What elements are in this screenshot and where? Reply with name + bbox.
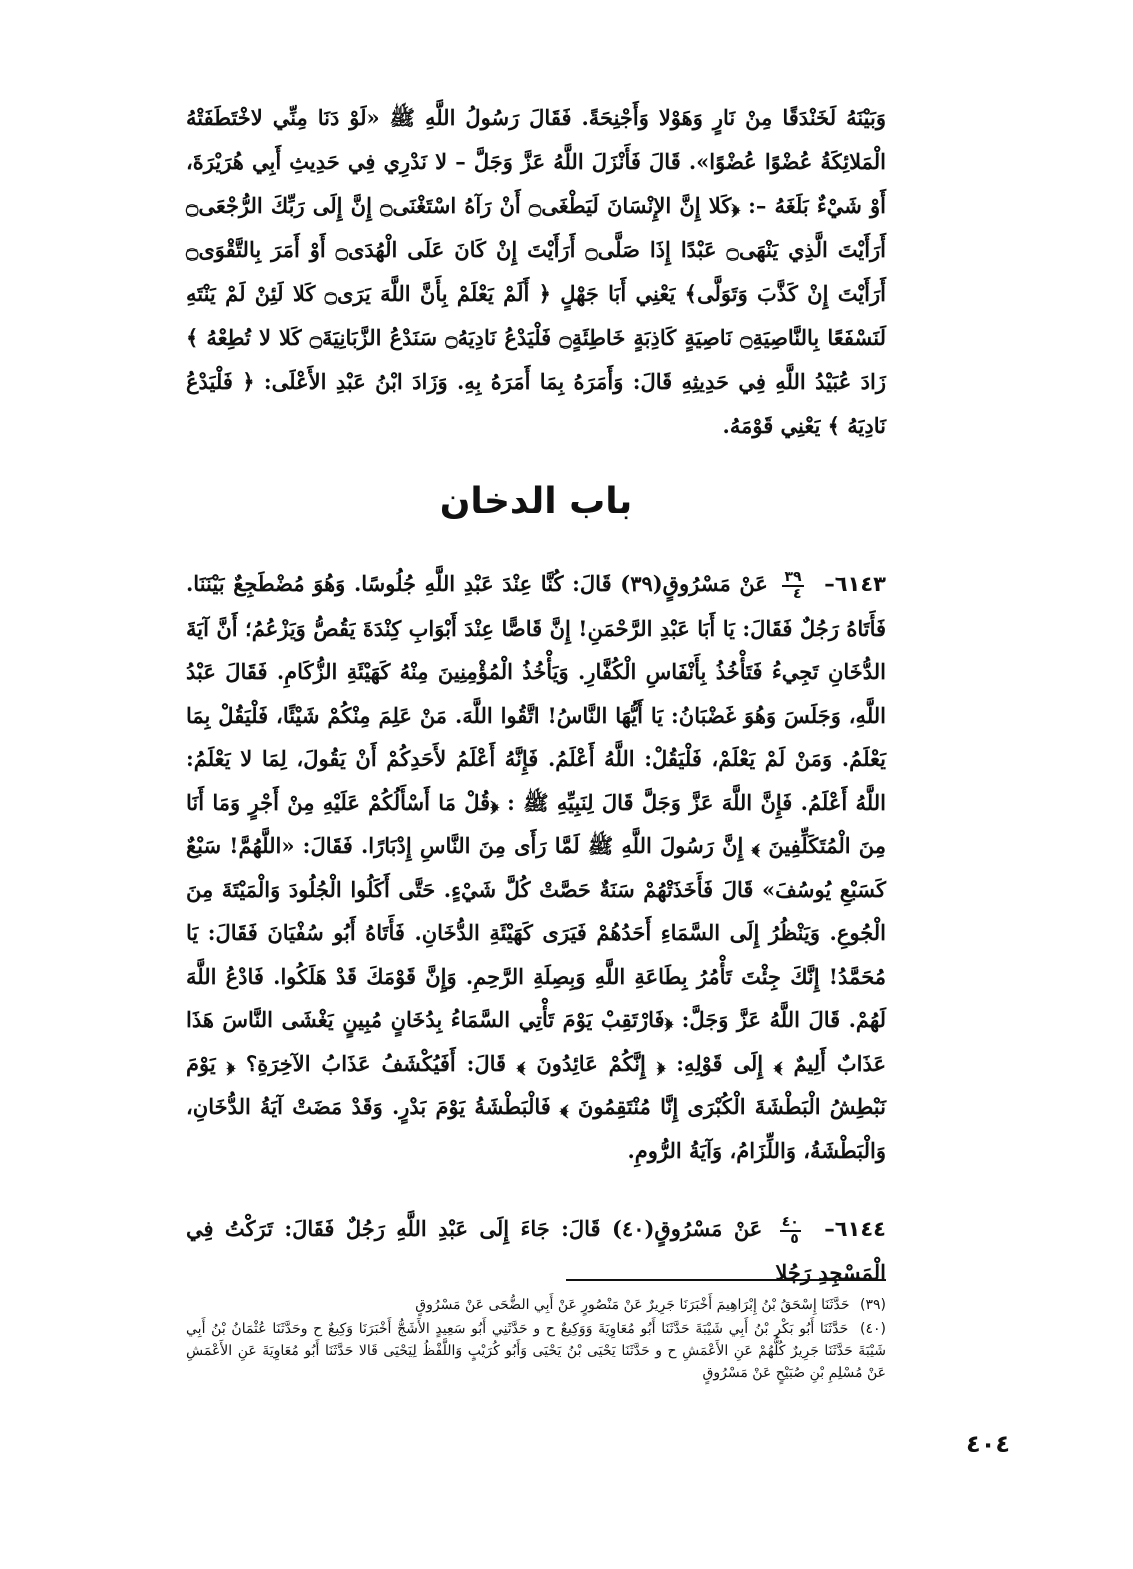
chapter-title: باب الدخان [439, 481, 633, 522]
hadith-text: عَنْ مَسْرُوقٍ(٣٩) قَالَ: كُنَّا عِنْدَ عَبْدِ اللَّهِ جُلُوسًا. وَهُوَ مُضْطَجِعٌ بَيْنَنَا. فَأَتَاهُ رَجُلٌ فَقَالَ: يَا أَبَا عَبْدِ الرَّحْمَنِ! إِنَّ قَاصًّا عِنْدَ أَبْوَابِ كِنْدَةَ يَقُصُّ وَيَزْعُمُ؛ أَنَّ آيَةَ الدُّخَانِ تَجِيءُ فَتَأْخُذُ بِأَنْفَاسِ الْكُفَّارِ. وَيَأْخُذُ الْمُؤْمِنِينَ مِنْهُ كَهَيْئَةِ الزُّكَامِ. فَقَالَ عَبْدُ اللَّهِ، وَجَلَسَ وَهُوَ غَضْبَانُ: يَا أَيُّهَا النَّاسُ! اتَّقُوا اللَّهَ. مَنْ عَلِمَ مِنْكُمْ شَيْئًا، فَلْيَقُلْ بِمَا يَعْلَمُ. وَمَنْ لَمْ يَعْلَمْ، فَلْيَقُلْ: اللَّهُ أَعْلَمُ. فَإِنَّهُ أَعْلَمُ لأَحَدِكُمْ أَنْ يَقُولَ، لِمَا لا يَعْلَمُ: اللَّهُ أَعْلَمُ. فَإِنَّ اللَّهَ عَزَّ وَجَلَّ قَالَ لِنَبِيِّهِ ﷺ : ﴿قُلْ مَا أَسْأَلُكُمْ عَلَيْهِ مِنْ أَجْرٍ وَمَا أَنَا مِنَ الْمُتَكَلِّفِينَ ﴾ إِنَّ رَسُولَ اللَّهِ ﷺ لَمَّا رَأَى مِنَ النَّاسِ إِدْبَارًا. فَقَالَ: «اللَّهُمَّ! سَبْعٌ كَسَبْعِ يُوسُفَ» قَالَ فَأَخَذَتْهُمْ سَنَةٌ حَصَّتْ كُلَّ شَيْءٍ. حَتَّى أَكَلُوا الْجُلُودَ وَالْمَيْتَةَ مِنَ الْجُوعِ. وَيَنْظُرُ إِلَى السَّمَاءِ أَحَدُهُمْ فَيَرَى كَهَيْئَةِ الدُّخَانِ. فَأَتَاهُ أَبُو سُفْيَانَ فَقَالَ: يَا مُحَمَّدُ! إِنَّكَ جِئْتَ تَأْمُرُ بِطَاعَةِ اللَّهِ وَبِصِلَةِ الرَّحِمِ. وَإِنَّ قَوْمَكَ قَدْ هَلَكُوا. فَادْعُ اللَّهَ لَهُمْ. قَالَ اللَّهُ عَزَّ وَجَلَّ: ﴿فَارْتَقِبْ يَوْمَ تَأْتِي السَّمَاءُ بِدُخَانٍ مُبِينٍ يَغْشَى النَّاسَ هَذَا عَذَابٌ أَلِيمٌ ﴾ إِلَى قَوْلِهِ: ﴿ إِنَّكُمْ عَائِدُونَ ﴾ قَالَ: أَفَيُكْشَفُ عَذَابُ الآخِرَةِ؟ ﴿ يَوْمَ نَبْطِشُ الْبَطْشَةَ الْكُبْرَى إِنَّا مُنْتَقِمُونَ ﴾ فَالْبَطْشَةُ يَوْمَ بَدْرٍ. وَقَدْ مَضَتْ آيَةُ الدُّخَانِ، وَالْبَطْشَةُ، وَاللِّزَامُ، وَآيَةُ الرُّومِ. [186, 571, 886, 1163]
fraction-top: ٣٩ [784, 568, 802, 585]
hadith-6144 [186, 1207, 886, 1295]
footnote-40 [186, 1318, 886, 1384]
footnote-39 [186, 1294, 886, 1316]
page-number: ٤٠٤ [966, 1430, 1010, 1458]
footnote-number: (٣٩) [860, 1297, 886, 1313]
footnote-text: حَدَّثَنَا إِسْحَقُ بْنُ إِبْرَاهِيمَ أَخْبَرَنَا جَرِيرٌ عَنْ مَنْصُورٍ عَنْ أَبِي الضُّحَى عَنْ مَسْرُوقٍ [415, 1297, 850, 1313]
hadith-fraction [782, 570, 803, 602]
fraction-bottom: ٥ [790, 1230, 799, 1247]
footnote-divider [566, 1279, 886, 1281]
footnotes [186, 1294, 886, 1386]
intro-paragraph: وَبَيْنَهُ لَخَنْدَقًا مِنْ نَارٍ وَهَوْلا وَأَجْنِحَةً. فَقَالَ رَسُولُ اللَّهِ ﷺ «لَوْ دَنَا مِنِّي لاخْتَطَفَتْهُ الْمَلائِكَةُ عُضْوًا عُضْوًا». قَالَ فَأَنْزَلَ اللَّهُ عَزَّ وَجَلَّ – لا نَدْرِي فِي حَدِيثِ أَبِي هُرَيْرَةَ، أَوْ شَيْءٌ بَلَغَهُ –: ﴿كَلا إِنَّ الإِنْسَانَ لَيَطْغَى۝ أَنْ رَآهُ اسْتَغْنَى۝ إِنَّ إِلَى رَبِّكَ الرُّجْعَى۝ أَرَأَيْتَ الَّذِي يَنْهَى۝ عَبْدًا إِذَا صَلَّى۝ أَرَأَيْتَ إِنْ كَانَ عَلَى الْهُدَى۝ أَوْ أَمَرَ بِالتَّقْوَى۝ أَرَأَيْتَ إِنْ كَذَّبَ وَتَوَلَّى﴾ يَعْنِي أَبَا جَهْلٍ ﴿ أَلَمْ يَعْلَمْ بِأَنَّ اللَّهَ يَرَى۝ كَلا لَئِنْ لَمْ يَنْتَهِ لَنَسْفَعًا بِالنَّاصِيَةِ۝ نَاصِيَةٍ كَاذِبَةٍ خَاطِئَةٍ۝ فَلْيَدْعُ نَادِيَهُ۝ سَنَدْعُ الزَّبَانِيَةَ۝ كَلا لا تُطِعْهُ ﴾ زَادَ عُبَيْدُ اللَّهِ فِي حَدِيثِهِ قَالَ: وَأَمَرَهُ بِمَا أَمَرَهُ بِهِ. وَزَادَ ابْنُ عَبْدِ الأَعْلَى: ﴿ فَلْيَدْعُ نَادِيَهُ ﴾ يَعْنِي قَوْمَهُ. [186, 105, 887, 438]
hadith-fraction [780, 1215, 801, 1247]
footnote-text: حَدَّثَنَا أَبُو بَكْرِ بْنُ أَبِي شَيْبَةَ حَدَّثَنَا أَبُو مُعَاوِيَةَ وَوَكِيعٌ ح و حَدَّثَنِي أَبُو سَعِيدٍ الأَشَجُّ أَخْبَرَنَا وَكِيعٌ ح وحَدَّثَنَا عُثْمَانُ بْنُ أَبِي شَيْبَةَ حَدَّثَنَا جَرِيرٌ كُلُّهُمْ عَنِ الأَعْمَشِ ح و حَدَّثَنَا يَحْيَى بْنُ يَحْيَى وَأَبُو كُرَيْبٍ وَاللَّفْظُ لِيَحْيَى قَالا حَدَّثَنَا أَبُو مُعَاوِيَةَ عَنِ الأَعْمَشِ عَنْ مُسْلِمِ بْنِ صُبَيْحٍ عَنْ مَسْرُوقٍ [186, 1321, 886, 1381]
hadith-number: ٦١٤٣– [824, 572, 886, 596]
hadith-number: ٦١٤٤– [824, 1217, 886, 1241]
hadith-6143 [186, 562, 886, 1172]
fraction-bottom: ٤ [793, 585, 802, 602]
hadith-text: عَنْ مَسْرُوقٍ(٤٠) قَالَ: جَاءَ إِلَى عَبْدِ اللَّهِ رَجُلٌ فَقَالَ: تَرَكْتُ فِي الْمَسْجِدِ رَجُلا [186, 1216, 886, 1285]
footnote-number: (٤٠) [860, 1321, 886, 1337]
fraction-top: ٤٠ [781, 1213, 799, 1230]
